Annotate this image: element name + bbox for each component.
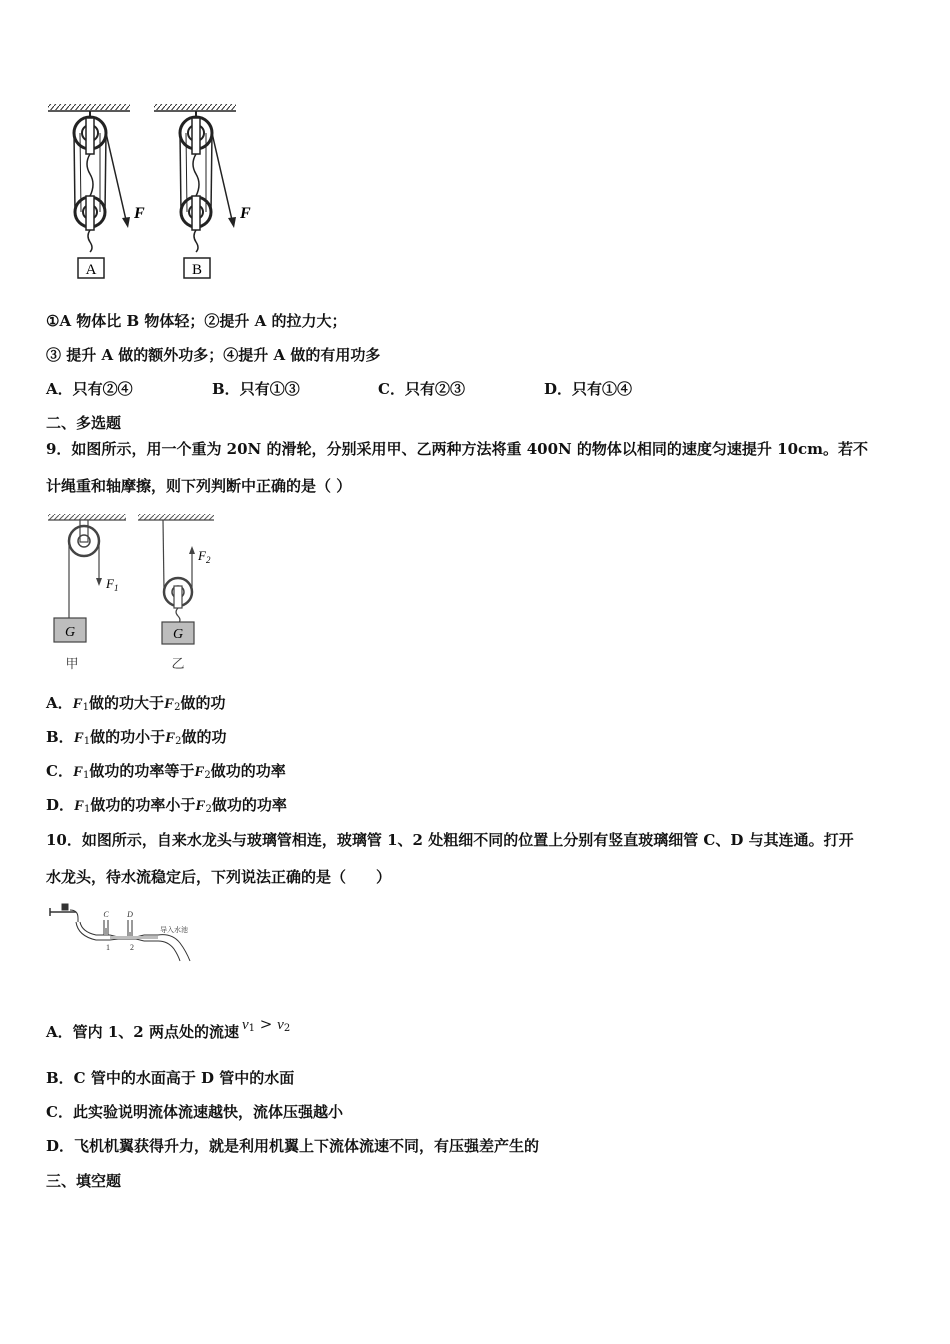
q10-stem-line2: 水龙头，待水流稳定后，下列说法正确的是（ ） [46, 868, 392, 886]
pulley-figure-jia-yi [44, 510, 224, 680]
q9-option-a[interactable]: A．$F_1$做的功大于$F_2$做的功 [46, 694, 226, 713]
q10-option-b[interactable]: B．C 管中的水面高于 D 管中的水面 [46, 1069, 295, 1087]
q10-option-c[interactable]: C．此实验说明流体流速越快，流体压强越小 [46, 1103, 343, 1121]
q9-option-d[interactable]: D．$F_1$做功的功率小于$F_2$做功的功率 [46, 796, 287, 815]
f2-label: $F_2$ [198, 548, 211, 565]
block-label-b: B [191, 262, 203, 278]
q8-option-b[interactable]: B．只有①③ [212, 380, 300, 398]
pulley-system-b [154, 104, 251, 278]
q10-option-d[interactable]: D．飞机机翼获得升力，就是利用机翼上下流体流速不同，有压强差产生的 [46, 1137, 540, 1155]
force-label-b: F [240, 205, 251, 222]
q9-option-b[interactable]: B．$F_1$做的功小于$F_2$做的功 [46, 728, 227, 747]
tube-c-label: C [103, 910, 109, 919]
force-label-a: F [134, 205, 145, 222]
caption-yi: 乙 [171, 656, 185, 671]
section-heading-multiple-choice: 二、多选题 [46, 414, 122, 432]
pulley-figure-ab [44, 100, 264, 285]
tube-d-label: D [127, 910, 133, 919]
q8-options [46, 379, 632, 399]
point-1-label: 1 [106, 943, 110, 952]
fixed-pulley-jia [48, 514, 126, 671]
section-heading-fill-in: 三、填空题 [46, 1172, 122, 1190]
q9-stem-line2: 计绳重和轴摩擦，则下列判断中正确的是（ ） [46, 477, 352, 495]
block-label-a: A [85, 262, 97, 278]
q10-stem-line1: 10．如图所示，自来水龙头与玻璃管相连，玻璃管 1、2 处粗细不同的位置上分别有竖直玻璃细管 C、D 与其连通。打开 [46, 831, 854, 849]
q9-option-c[interactable]: C．$F_1$做功的功率等于$F_2$做功的功率 [46, 762, 286, 781]
faucet-tube-figure [48, 900, 198, 962]
q8-statements-line2: ③ 提升 A 做的额外功多；④提升 A 做的有用功多 [46, 346, 381, 364]
q8-statements-line1: ①A 物体比 B 物体轻；②提升 A 的拉力大； [46, 312, 347, 330]
q10-option-a[interactable]: A．管内 1、2 两点处的流速 $v_1 > v_2$ [46, 1015, 291, 1041]
movable-pulley-yi [138, 514, 214, 671]
outlet-label: 导入水池 [160, 926, 188, 934]
pulley-system-a [48, 104, 145, 278]
load-label-jia: G [64, 625, 76, 640]
f1-label: $F_1$ [106, 576, 119, 593]
load-label-yi: G [172, 627, 184, 642]
q9-stem-line1: 9．如图所示，用一个重为 20N 的滑轮，分别采用甲、乙两种方法将重 400N 的物体以相同的速度匀速提升 10cm。若不 [46, 440, 869, 458]
q8-option-a[interactable]: A．只有②④ [46, 380, 133, 398]
q8-option-c[interactable]: C．只有②③ [378, 380, 465, 398]
point-2-label: 2 [130, 943, 134, 952]
q8-option-d[interactable]: D．只有①④ [544, 380, 633, 398]
caption-jia: 甲 [65, 656, 79, 671]
